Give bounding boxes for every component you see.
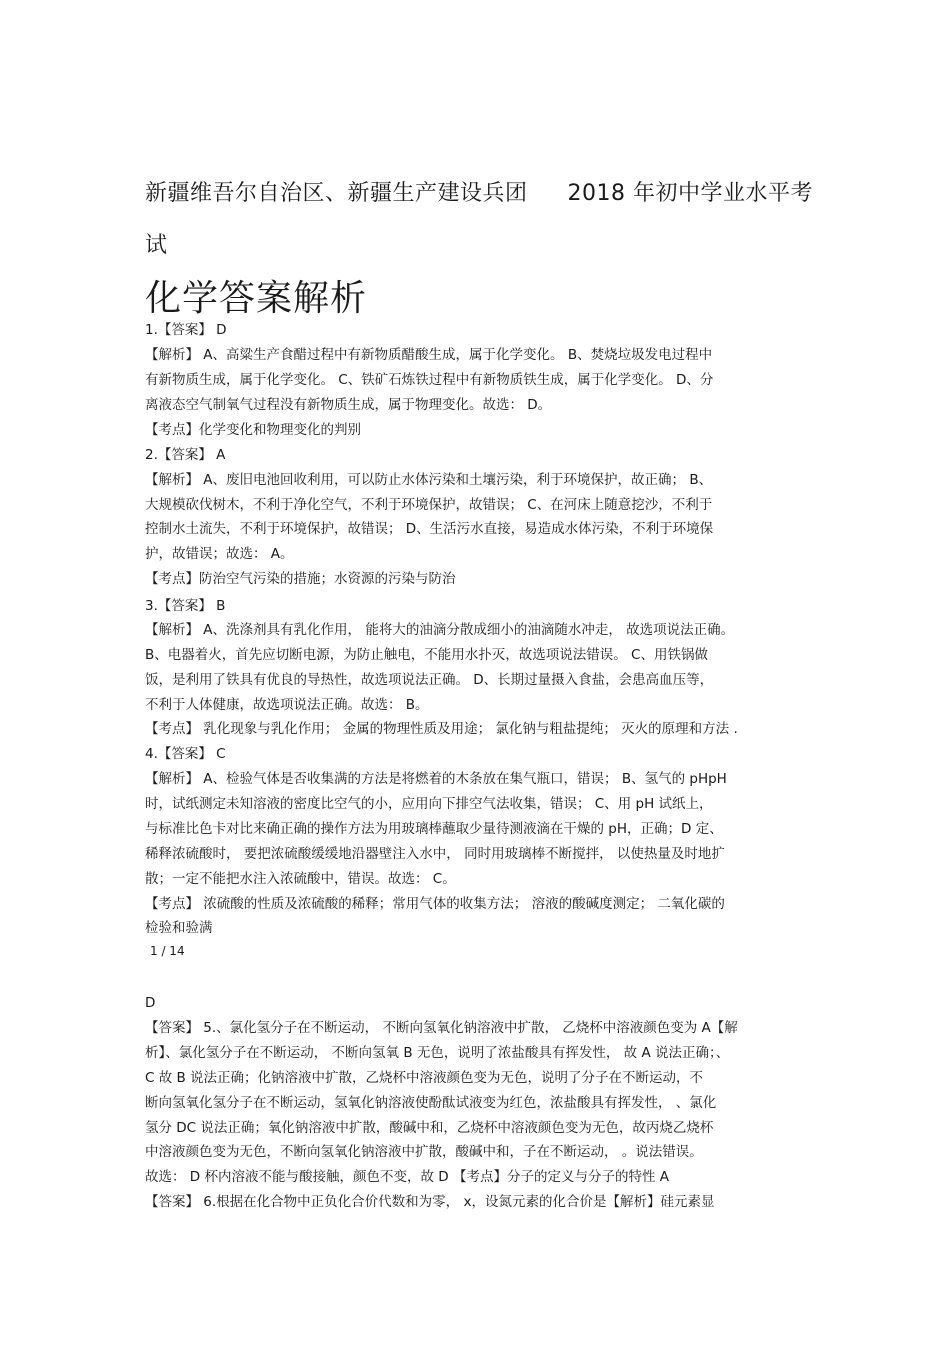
text-line: 离液态空气制氧气过程没有新物质生成，属于物理变化。故选： D。 [145,397,552,413]
text-line: 【解析】 A、废旧电池回收利用，可以防止水体污染和土壤污染，利于环境保护，故正确； B、 [145,472,713,488]
text-line: 【答案】 5.、氯化氢分子在不断运动， 不断向氢氧化钠溶液中扩散， 乙烧杯中溶液颜色变为 A【解 [145,1020,738,1036]
text-line: 有新物质生成，属于化学变化。 C、铁矿石炼铁过程中有新物质铁生成，属于化学变化。 D、分 [145,372,714,388]
text-line: 断向氢氧化氢分子在不断运动，氢氧化钠溶液使酚酞试液变为红色，浓盐酸具有挥发性， 、氯化 [145,1095,717,1111]
text-line: 检验和验满 [145,920,213,936]
text-line: 故选： D 杯内溶液不能与酸接触，颜色不变，故 D 【考点】分子的定义与分子的特性 A [145,1169,669,1185]
text-line: 散；一定不能把水注入浓硫酸中，错误。故选： C。 [145,871,456,887]
text-line: 【解析】 A、洗涤剂具有乳化作用， 能将大的油滴分散成细小的油滴随水冲走， 故选项说法正确。 [145,622,735,638]
text-line: B、电器着火，首先应切断电源，为防止触电，不能用水扑灭，故选项说法错误。 C、用铁锅做 [145,647,708,663]
page-number: 1 / 14 [150,944,185,958]
text-line: 4.【答案】 C [145,746,226,762]
text-line: 1.【答案】 D [145,322,227,338]
text-line: 护，故错误；故选： A。 [145,546,294,562]
text-line: 【考点】 乳化现象与乳化作用； 金属的物理性质及用途； 氯化钠与粗盐提纯； 灭火的原理和方法 . [145,721,738,737]
text-line: 与标准比色卡对比来确正确的操作方法为用玻璃棒蘸取少量待测液滴在干燥的 pH，正确；D 定、 [145,821,723,837]
text-line: 析】、氯化氢分子在不断运动， 不断向氢氧 B 无色，说明了浓盐酸具有挥发性， 故 A 说法正确；、 [145,1045,730,1061]
document-title-line1 [145,176,813,207]
document-title-line2: 试 [145,233,168,258]
text-line: 中溶液颜色变为无色，不断向氢氧化钠溶液中扩散，酸碱中和，子在不断运动， 。说法错误。 [145,1144,703,1160]
text-line: 【考点】防治空气污染的措施；水资源的污染与防治 [145,571,456,587]
text-line: 【考点】化学变化和物理变化的判别 [145,422,361,438]
text-line: 稀释浓硫酸时， 要把浓硫酸缓缓地沿器壁注入水中， 同时用玻璃棒不断搅拌， 以使热量及时地扩 [145,846,725,862]
text-line: D [145,995,156,1011]
title-year: 2018 年初中学业水平考 [567,181,813,206]
text-line: 不利于人体健康，故选项说法正确。故选： B。 [145,697,429,713]
text-line: 【解析】 A、高粱生产食醋过程中有新物质醋酸生成，属于化学变化。 B、焚烧垃圾发电过程中 [145,347,713,363]
text-line: 3.【答案】 B [145,598,226,614]
text-line: 【解析】 A、检验气体是否收集满的方法是将燃着的木条放在集气瓶口，错误； B、氢气的 pHpH [145,771,727,787]
text-line: 饭，是利用了铁具有优良的导热性，故选项说法正确。 D、长期过量摄入食盐，会患高血压等， [145,672,714,688]
text-line: C 故 B 说法正确；化钠溶液中扩散，乙烧杯中溶液颜色变为无色，说明了分子在不断运动，不 [145,1070,704,1086]
document-heading: 化学答案解析 [145,278,368,319]
text-line: 【答案】 6.根据在化合物中正负化合价代数和为零， x，设氮元素的化合价是【解析】硅元素显 [145,1194,715,1210]
text-line: 【考点】 浓硫酸的性质及浓硫酸的稀释；常用气体的收集方法； 溶液的酸碱度测定； 二氧化碳的 [145,896,725,912]
text-line: 2.【答案】 A [145,447,226,463]
text-line: 氢分 DC 说法正确；氧化钠溶液中扩散，酸碱中和，乙烧杯中溶液颜色变为无色，故丙烧乙烧杯 [145,1120,714,1136]
title-region: 新疆维吾尔自治区、新疆生产建设兵团 [145,181,528,206]
text-line: 大规模砍伐树木，不利于净化空气，不利于环境保护，故错误； C、在河床上随意挖沙，不利于 [145,497,713,513]
text-line: 控制水土流失，不利于环境保护，故错误； D、生活污水直接，易造成水体污染，不利于环境保 [145,521,714,537]
text-line: 时，试纸测定未知溶液的密度比空气的小，应用向下排空气法收集，错误； C、用 pH 试纸上， [145,796,713,812]
